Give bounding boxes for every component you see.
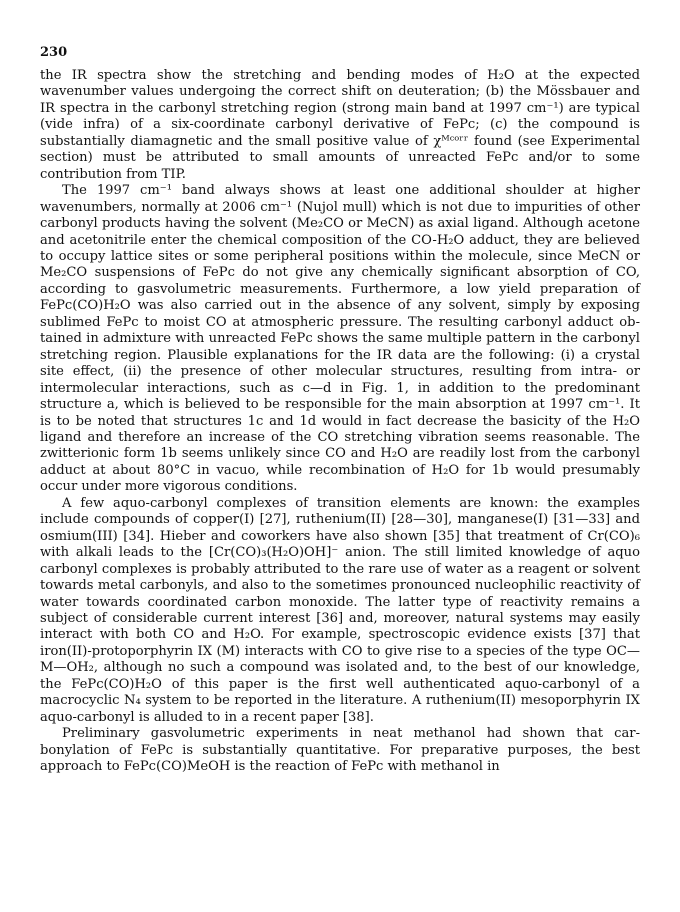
paragraph-1: the IR spectra show the stretching and bending modes of H₂O at the expected wavenumber values undergoing the correct shift on deuteration; (b) the Mössbauer and IR spectra in the carbonyl stretching region (strong main band at 1997 cm⁻¹) are typical (vide infra) of a six-coordinate carbonyl derivative of FePc; (c) the compound is substantially diamagnetic and the small positive value of χᴹᶜᵒʳʳ found (see Experimental section) must be attributed to small amounts of unreacted FePc and/or to some contribution from TIP.: [40, 68, 640, 182]
page-number: 230: [40, 45, 68, 60]
paragraph-4: Preliminary gasvolumetric experiments in neat methanol had shown that carbonylation of FePc is substantially quantitative. For preparative purposes, the best approach to FePc(CO)MeOH is the reaction of FePc with methanol in: [40, 726, 640, 775]
paragraph-3: A few aquo-carbonyl complexes of transition elements are known: the examples include compounds of copper(I) [27], ruthenium(II) [28—30], manganese(I) [31—33] and osmium(III) [34]. Hieber and coworkers have also shown [35] that treatment of Cr(CO)₆ with alkali leads to the [Cr(CO)₃(H₂O)OH]⁻ anion. The still limited knowledge of aquo carbonyl complexes is probably attributed to the rare use of water as a reagent or solvent towards metal carbonyls, and also to the sometimes pronounced nucleophilic reactivity of water towards coordinated carbon monoxide. The latter type of reactivity remains a subject of considerable current interest [36] and, moreover, natural systems may easily interact with both CO and H₂O. For example, spectroscopic evidence exists [37] that iron(II)-protoporphyrin IX (M) interacts with CO to give rise to a species of the type OC—M—OH₂, although no such a compound was isolated and, to the best of our knowledge, the FePc(CO)H₂O of this paper is the first well authenticated aquo-carbonyl of a macrocyclic N₄ system to be reported in the literature. A ruthenium(II) mesoporphyrin IX aquo-carbonyl is alluded to in a recent paper [38].: [40, 495, 640, 725]
body-text: [40, 68, 640, 775]
paragraph-2: The 1997 cm⁻¹ band always shows at least one additional shoulder at higher wavenumbers, normally at 2006 cm⁻¹ (Nujol mull) which is not due to impurities of other carbonyl products having the solvent (Me₂CO or MeCN) as axial ligand. Although acetone and acetonitrile enter the chemical composition of the CO-H₂O adduct, they are believed to occupy lattice sites or some peripheral positions within the molecule, since MeCN or Me₂CO suspensions of FePc do not give any chemically significant absorption of CO, according to gasvolumetric measurements. Furthermore, a low yield preparation of FePc(CO)H₂O was also carried out in the absence of any solvent, simply by exposing sublimed FePc to moist CO at atmospheric pressure. The resulting carbonyl adduct obtained in admixture with unreacted FePc shows the same multiple pattern in the carbonyl stretching region. Plausible explanations for the IR data are the following: (i) a crystal site effect, (ii) the presence of other molecular structures, resulting from intra- or intermolecular interactions, such as c—d in Fig. 1, in addition to the predominant structure a, which is believed to be responsible for the main absorption at 1997 cm⁻¹. It is to be noted that structures 1c and 1d would in fact decrease the basicity of the H₂O ligand and therefore an increase of the CO stretching vibration seems reasonable. The zwitterionic form 1b seems unlikely since CO and H₂O are readily lost from the carbonyl adduct at about 80°C in vacuo, while recombination of H₂O for 1b would presumably occur under more vigorous conditions.: [40, 183, 640, 495]
